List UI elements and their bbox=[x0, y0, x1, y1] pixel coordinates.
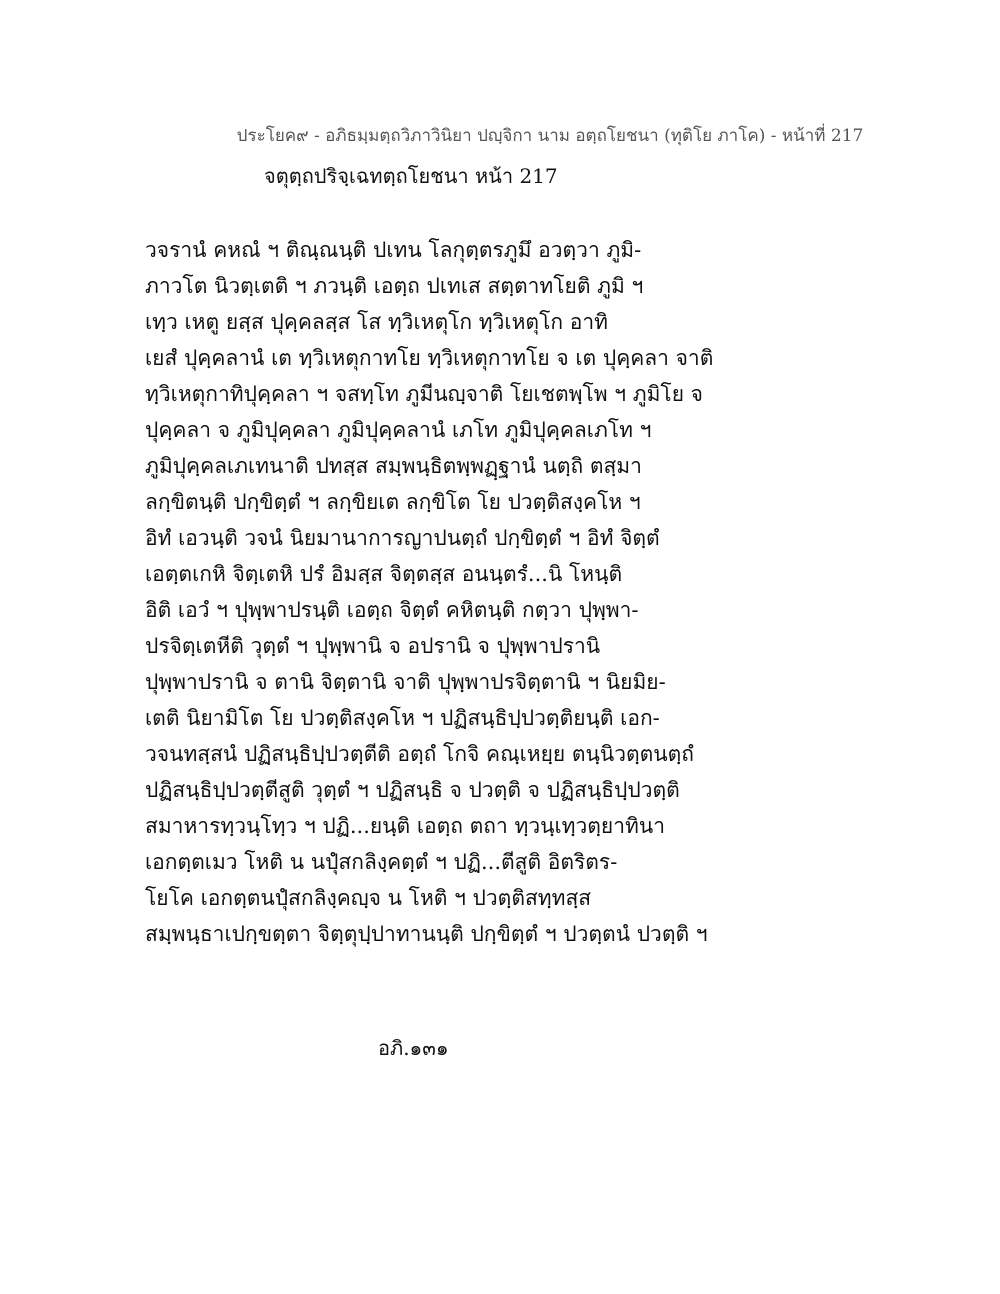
text-line: เอกตฺตเมว โหติ น นปุํสกลิงฺคตฺตํ ฯ ปฏิ...ตีสูติ อิตริตร- bbox=[145, 850, 618, 874]
text-line: เยสํ ปุคฺคลานํ เต ทฺวิเหตุกาทโย ทฺวิเหตุกาทโย จ เต ปุคฺคลา จาติ bbox=[145, 346, 714, 370]
body-text bbox=[145, 232, 714, 952]
text-line: ภูมิปุคฺคลเภเทนาติ ปทสฺส สมฺพนฺธิตพฺพฏฺฐานํ นตฺถิ ตสฺมา bbox=[145, 454, 642, 478]
text-line: อิติ เอวํ ฯ ปุพฺพาปรนฺติ เอตฺถ จิตฺตํ คหิตนฺติ กตฺวา ปุพฺพา- bbox=[145, 598, 639, 622]
text-line: วจรานํ คหณํ ฯ ติณฺณนฺติ ปเทน โลกุตฺตรภูมึ อวตฺวา ภูมิ- bbox=[145, 238, 642, 262]
text-line: เอตฺตเกหิ จิตฺเตหิ ปรํ อิมสฺส จิตฺตสฺส อนนฺตรํ...นิ โหนฺติ bbox=[145, 562, 623, 586]
text-line: เตติ นิยามิโต โย ปวตฺติสงฺคโห ฯ ปฏิสนฺธิปฺปวตฺติยนฺติ เอก- bbox=[145, 706, 660, 730]
text-line: ปุพฺพาปรานิ จ ตานิ จิตฺตานิ จาติ ปุพฺพาปรจิตฺตานิ ฯ นิยมิย- bbox=[145, 670, 666, 694]
text-line: โยโค เอกตฺตนปุํสกลิงฺคญฺจ น โหติ ฯ ปวตฺติสทฺทสฺส bbox=[145, 886, 592, 910]
text-line: เทฺว เหตู ยสฺส ปุคฺคลสฺส โส ทฺวิเหตุโก ทฺวิเหตุโก อาทิ bbox=[145, 310, 608, 334]
text-line: อิทํ เอวนฺติ วจนํ นิยมานาการญาปนตฺถํ ปกฺขิตฺตํ ฯ อิทํ จิตฺตํ bbox=[145, 526, 660, 550]
text-line: ภาวโต นิวตฺเตติ ฯ ภวนฺติ เอตฺถ ปเทเส สตฺตาทโยติ ภูมิ ฯ bbox=[145, 274, 644, 298]
text-line: ปุคฺคลา จ ภูมิปุคฺคลา ภูมิปุคฺคลานํ เภโท ภูมิปุคฺคลเภโท ฯ bbox=[145, 418, 652, 442]
text-line: ทฺวิเหตุกาทิปุคฺคลา ฯ จสทฺโท ภูมีนญฺจาติ โยเชตพฺโพ ฯ ภูมิโย จ bbox=[145, 382, 703, 406]
footer-reference: อภิ.๑๓๑ bbox=[378, 1036, 449, 1060]
running-header: ประโยค๙ - อภิธมฺมตฺถวิภาวินิยา ปญฺจิกา นาม อตฺถโยชนา (ทุติโย ภาโค) - หน้าที่ 217 bbox=[236, 126, 864, 146]
text-line: ลกฺขิตนฺติ ปกฺขิตฺตํ ฯ ลกฺขิยเต ลกฺขิโต โย ปวตฺติสงฺคโห ฯ bbox=[145, 490, 641, 514]
text-line: สมาหารทฺวนฺโทฺว ฯ ปฏิ...ยนฺติ เอตฺถ ตถา ทฺวนฺเทฺวตฺยาทินา bbox=[145, 814, 666, 838]
text-line: ปฏิสนฺธิปฺปวตฺตีสูติ วุตฺตํ ฯ ปฏิสนฺธิ จ ปวตฺติ จ ปฏิสนฺธิปฺปวตฺติ bbox=[145, 778, 680, 802]
text-line: ปรจิตฺเตหีติ วุตฺตํ ฯ ปุพฺพานิ จ อปรานิ จ ปุพฺพาปรานิ bbox=[145, 634, 601, 658]
text-line: วจนทสฺสนํ ปฏิสนฺธิปฺปวตฺตีติ อตฺถํ โกจิ คณฺเหยฺย ตนฺนิวตฺตนตฺถํ bbox=[145, 742, 694, 766]
text-line: สมฺพนฺธาเปกฺขตฺตา จิตฺตุปฺปาทานนฺติ ปกฺขิตฺตํ ฯ ปวตฺตนํ ปวตฺติ ฯ bbox=[145, 922, 708, 946]
section-heading: จตุตฺถปริจฺเฉทตฺถโยชนา หน้า 217 bbox=[264, 164, 558, 188]
